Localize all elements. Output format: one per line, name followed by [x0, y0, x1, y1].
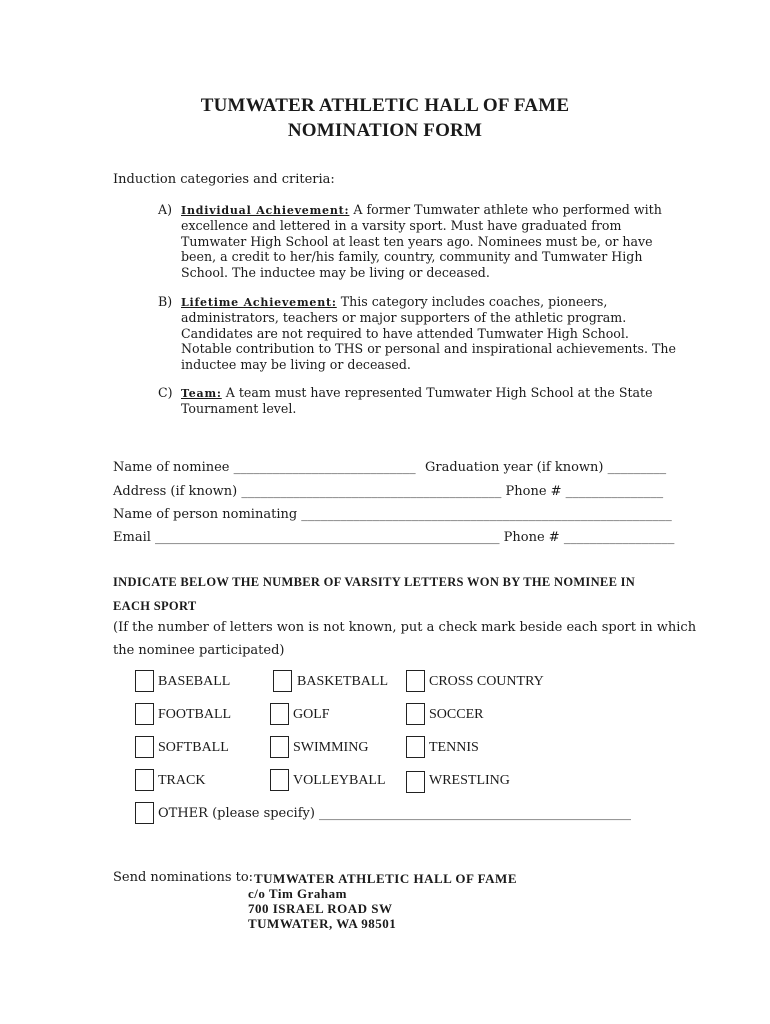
wrestling-label: WRESTLING — [429, 773, 510, 788]
volleyball-checkbox[interactable] — [270, 769, 289, 791]
letters-note-line1: (If the number of letters won is not known, put a check mark beside each sport in which — [113, 620, 697, 635]
criterion-b-line: Candidates are not required to have attended Tumwater High School. — [181, 325, 629, 341]
criterion-a-line: Tumwater High School at least ten years ago. Nominees must be, or have — [181, 233, 653, 249]
other-checkbox[interactable] — [135, 802, 154, 824]
criterion-b-line: This category includes coaches, pioneers, — [336, 294, 608, 309]
criterion-a-line: School. The inductee may be living or deceased. — [181, 264, 490, 280]
golf-label: GOLF — [293, 707, 330, 722]
basketball-checkbox[interactable] — [273, 670, 292, 692]
send-address-line1: TUMWATER ATHLETIC HALL OF FAME — [254, 871, 517, 886]
track-checkbox[interactable] — [135, 769, 154, 791]
softball-checkbox[interactable] — [135, 736, 154, 758]
softball-label: SOFTBALL — [158, 740, 229, 755]
cross-country-checkbox[interactable] — [406, 670, 425, 692]
send-address-line3: 700 ISRAEL ROAD SW — [248, 901, 393, 916]
criterion-c-line: Tournament level. — [181, 401, 297, 417]
track-label: TRACK — [158, 773, 206, 788]
nominator-name-field[interactable]: Name of person nominating _________________________________________________________ — [113, 507, 672, 522]
soccer-label: SOCCER — [429, 707, 484, 722]
criterion-c-line: A team must have represented Tumwater High School at the State — [221, 385, 653, 400]
criterion-a-line: excellence and lettered in a varsity sport. Must have graduated from — [181, 218, 622, 234]
letters-note-line2: the nominee participated) — [113, 643, 285, 658]
form-title-line1: TUMWATER ATHLETIC HALL OF FAME — [200, 95, 570, 116]
criterion-b-line: inductee may be living or deceased. — [181, 356, 411, 372]
swimming-label: SWIMMING — [293, 740, 369, 755]
send-label: Send nominations to: — [113, 870, 254, 885]
send-address-line4: TUMWATER, WA 98501 — [248, 916, 397, 931]
swimming-checkbox[interactable] — [270, 736, 289, 758]
baseball-checkbox[interactable] — [135, 670, 154, 692]
criterion-a-letter: A) — [158, 202, 173, 217]
criterion-b-line: administrators, teachers or major supporters of the athletic program. — [181, 310, 627, 326]
criterion-b-heading: Lifetime Achievement: — [181, 296, 337, 309]
criterion-c-letter: C) — [158, 385, 173, 400]
other-specify-field[interactable]: OTHER (please specify) ________________________________________________ — [158, 806, 632, 821]
soccer-checkbox[interactable] — [406, 703, 425, 725]
basketball-label: BASKETBALL — [297, 674, 388, 689]
golf-checkbox[interactable] — [270, 703, 289, 725]
nominee-name-field[interactable]: Name of nominee ____________________________ — [113, 460, 416, 475]
football-checkbox[interactable] — [135, 703, 154, 725]
email-phone-field[interactable]: Email _____________________________________________________ Phone # _________________ — [113, 530, 675, 545]
tennis-label: TENNIS — [429, 740, 479, 755]
intro-text: Induction categories and criteria: — [113, 172, 335, 187]
letters-heading-line2: EACH SPORT — [113, 599, 197, 613]
volleyball-label: VOLLEYBALL — [293, 773, 386, 788]
football-label: FOOTBALL — [158, 707, 232, 722]
wrestling-checkbox[interactable] — [406, 771, 425, 793]
send-address-line2: c/o Tim Graham — [248, 886, 347, 901]
cross-country-label: CROSS COUNTRY — [429, 674, 544, 689]
criterion-a-line: A former Tumwater athlete who performed with — [349, 202, 662, 217]
form-title-line2: NOMINATION FORM — [287, 120, 483, 141]
criterion-b-line: Notable contribution to THS or personal and inspirational achievements. The — [181, 341, 676, 357]
address-phone-field[interactable]: Address (if known) ________________________________________ Phone # _______________ — [113, 484, 664, 499]
baseball-label: BASEBALL — [158, 674, 231, 689]
criterion-a-heading: Individual Achievement: — [181, 204, 350, 217]
criterion-c-heading: Team: — [181, 387, 222, 400]
criterion-b-letter: B) — [158, 294, 173, 309]
criterion-a-line: been, a credit to her/his family, country, community and Tumwater High — [181, 249, 643, 265]
tennis-checkbox[interactable] — [406, 736, 425, 758]
letters-heading-line1: INDICATE BELOW THE NUMBER OF VARSITY LETTERS WON BY THE NOMINEE IN — [113, 575, 636, 589]
graduation-year-field[interactable]: Graduation year (if known) _________ — [425, 460, 667, 475]
